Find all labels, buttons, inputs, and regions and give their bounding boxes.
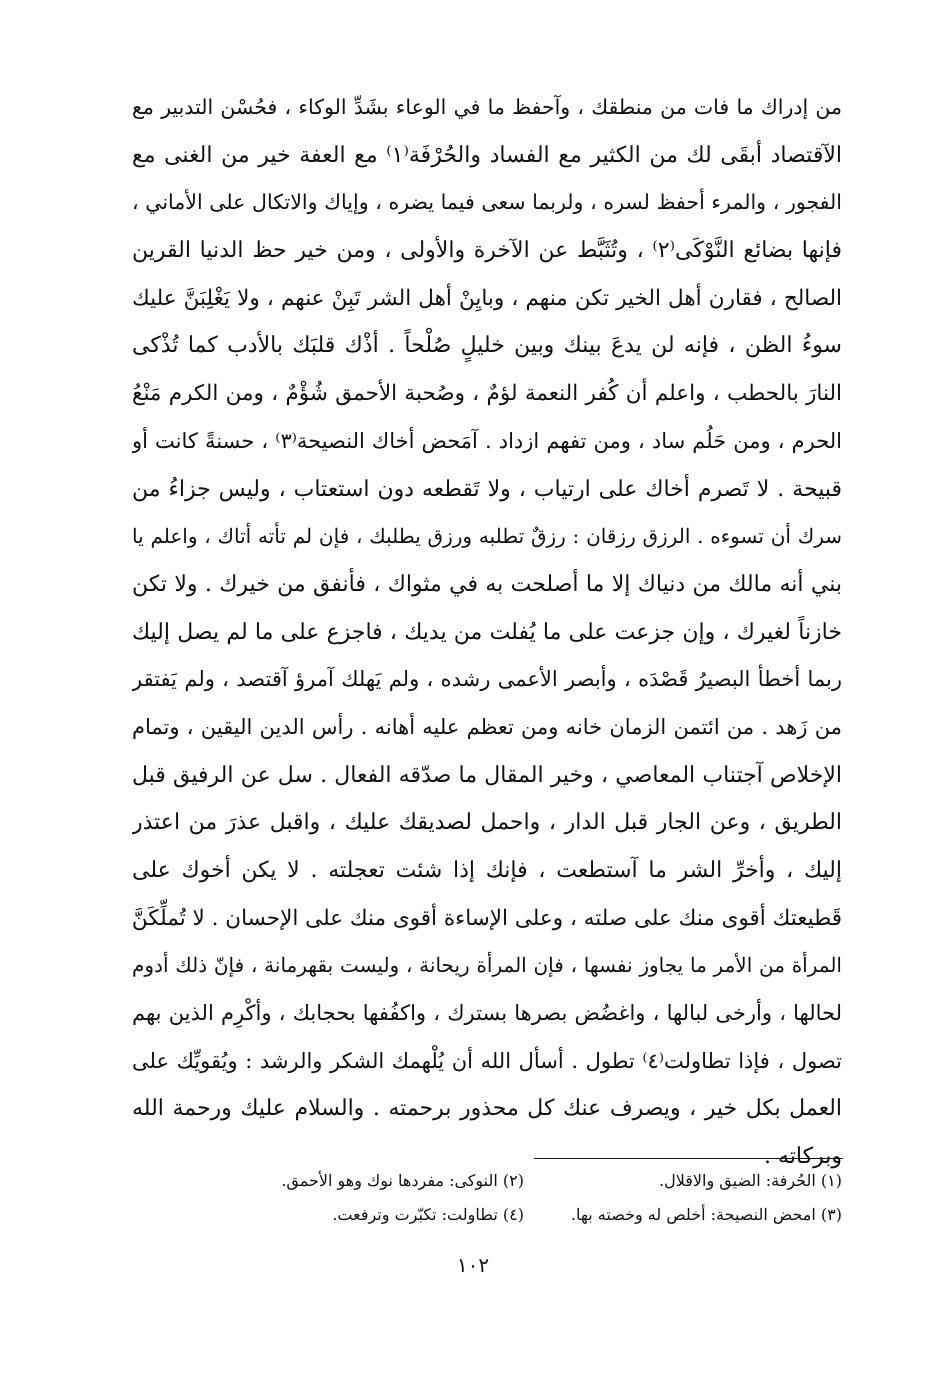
text-line: قَطيعتك أقوى منك على صلته ، وعلى الإساءة أقوى منك على الإحسان . لا تُملِّكَنَّ [132, 905, 842, 931]
text-line: إليك ، وأخرِّ الشر ما آستطعت ، فإنك إذا شئت تعجلته . لا يكن أخوك على [132, 858, 842, 883]
text-line: من إدراك ما فات من منطقك ، وآحفظ ما في الوعاء بشَدِّ الوكاء ، فحُسْن التدبير مع [132, 95, 842, 119]
footnote-row [132, 1198, 842, 1232]
text-line: الإخلاص آجتناب المعاصي ، وخير المقال ما صدّقه الفعال . سل عن الرفيق قبل [132, 762, 842, 788]
page-number: ١٠٢ [456, 1253, 490, 1277]
text-line: العمل بكل خير ، ويصرف عنك كل محذور برحمته . والسلام عليك ورحمة الله [132, 1096, 842, 1122]
text-line: تصول ، فإذا تطاولت⁽٤⁾ تطول . أسأل الله أن يُلْهمك الشكر والرشد : ويُقويِّك على [132, 1048, 842, 1073]
footnote-4: (٤) تطاولت: تكبّرت وترفعت. [332, 1205, 524, 1224]
body-text [132, 84, 842, 1181]
text-line: من زَهد . من ائتمن الزمان خانه ومن تعظم عليه أهانه . رأس الدين اليقين ، وتمام [132, 714, 842, 739]
text-line: الآقتصاد أبقَى لك من الكثير مع الفساد والحُرْفَة⁽١⁾ مع العفة خير من الغنى مع [132, 142, 842, 168]
text-line: الطريق ، وعن الجار قبل الدار ، واحمل لصديقك عليك ، واقبل عذرَ من اعتذر [132, 810, 842, 836]
text-line: وبركاته . [764, 1144, 842, 1170]
text-line: المرأة من الأمر ما يجاوز نفسها ، فإن المرأة ريحانة ، وليست بقهرمانة ، فإنّ ذلك أدوم [132, 953, 842, 978]
text-line: سرك أن تسوءه . الرزق رزقان : رزقٌ تطلبه ورزق يطلبك ، فإن لم تأته أتاك ، واعلم يا [132, 524, 842, 549]
text-line: الفجور ، والمرء أحفظ لسره ، ولربما سعى فيما يضره ، وإياك والاتكال على الأماني ، [132, 190, 842, 215]
footnote-1: (١) الحُرفة: الضيق والاقلال. [658, 1171, 842, 1190]
footnote-2: (٢) النوكى: مفردها نوك وهو الأحمق. [281, 1171, 524, 1190]
text-line: ربما أخطأ البصيرُ قَصْدَه ، وأبصر الأعمى رشده ، ولم يَهلك آمرؤ آقتصد ، ولم يَفتقر [132, 667, 842, 692]
text-line: بني أنه مالك من دنياك إلا ما أصلحت به في مثواك ، فأنفق من خيرك . ولا تكن [132, 571, 842, 597]
text-line: سوءُ الظن ، فإنه لن يدعَ بينك وبين خليلٍ صُلْحاً . أذْك قلبَك بالأدب كما تُذْكى [132, 333, 842, 359]
footnote-divider [534, 1158, 843, 1159]
footnotes [132, 1164, 842, 1232]
text-line: الحرم ، ومن حَلُم ساد ، ومن تفهم ازداد . آمَحض أخاك النصيحة⁽٣⁾ ، حسنةً كانت أو [132, 428, 842, 453]
text-line: قبيحة . لا تَصرم أخاك على ارتياب ، ولا تَقطعه دون استعتاب ، وليس جزاءُ من [132, 476, 842, 502]
text-line: خازناً لغيرك ، وإن جزعت على ما يُفلت من يديك ، فاجزع على ما لم يصل إليك [132, 619, 842, 645]
text-line: لحالها ، وأرخى لبالها ، واغضُض بصرها بسترك ، واكفُفها بحجابك ، وأكْرِم الذين بهم [132, 1001, 842, 1026]
text-line: الصالح ، فقارن أهل الخير تكن منهم ، وبايِنْ أهل الشر تَبِنْ عنهم ، ولا يَغْلِبَنَّ عليك [132, 285, 842, 311]
text-line: النارَ بالحطب ، واعلم أن كُفر النعمة لؤمٌ ، وصُحبة الأحمق شُؤْمٌ ، ومن الكرم مَنْعُ [132, 381, 842, 407]
text-line: فإنها بضائع النَّوْكَى⁽٢⁾ ، وتُثَبَّط عن الآخرة والأولى ، ومن خير حظ الدنيا القرين [132, 238, 842, 264]
footnote-row [132, 1164, 842, 1198]
footnote-3: (٣) امحض النصيحة: أخلص له وخصته بها. [570, 1205, 842, 1224]
